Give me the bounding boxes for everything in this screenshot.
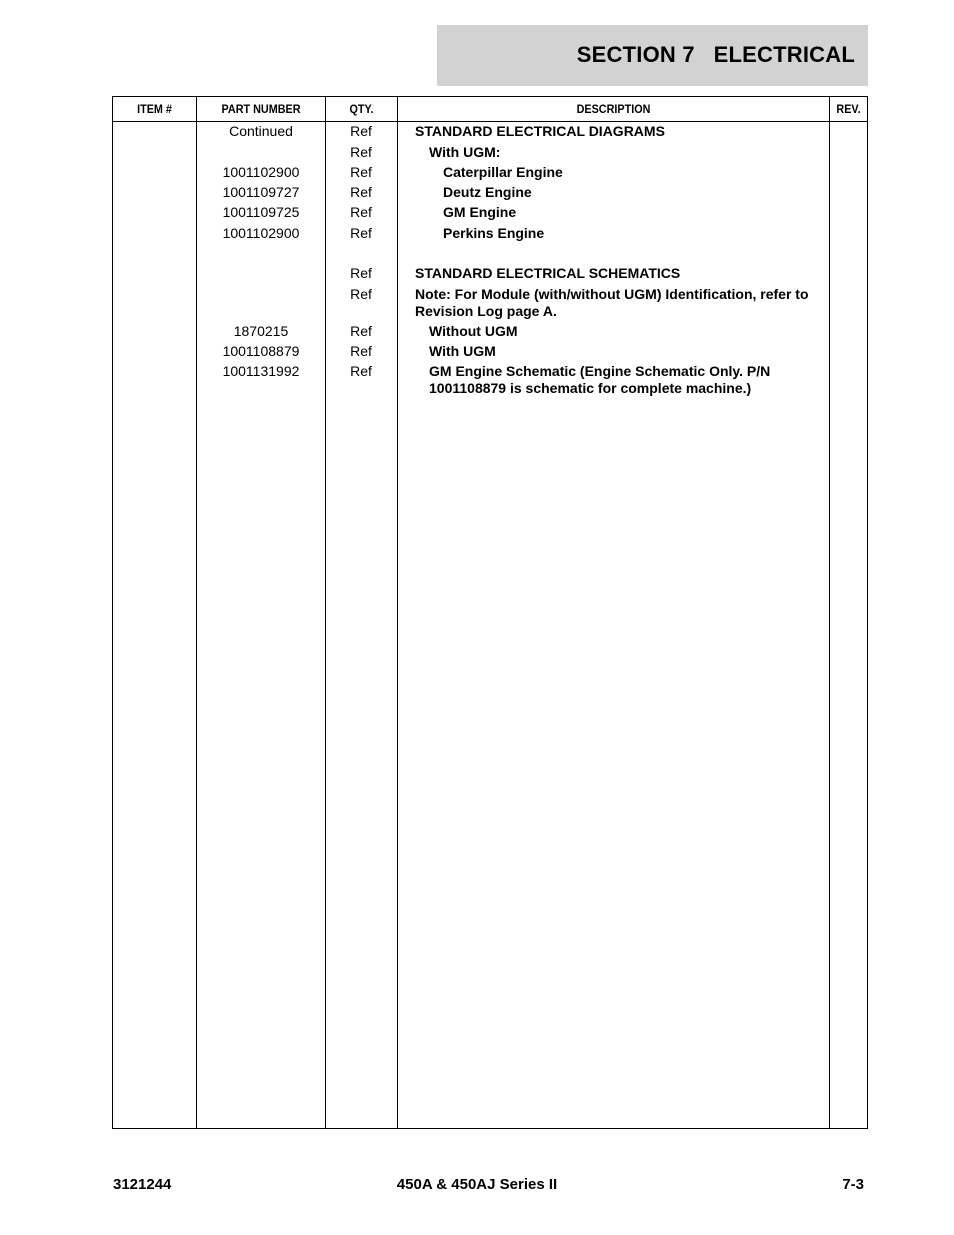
description-cell: STANDARD ELECTRICAL DIAGRAMS: [415, 123, 665, 139]
section-title: SECTION 7 ELECTRICAL: [576, 42, 855, 67]
description-cell: Caterpillar Engine: [443, 164, 563, 180]
part-number-cell: 1870215: [233, 323, 289, 339]
description-cell: Without UGM: [429, 323, 518, 339]
qty-cell: Ref: [350, 225, 372, 241]
qty-cell: Ref: [350, 164, 372, 180]
part-number-cell: 1001131992: [222, 363, 300, 379]
part-number-cell: 1001108879: [222, 343, 300, 359]
description-cell: GM Engine: [443, 204, 517, 220]
description-cell: STANDARD ELECTRICAL SCHEMATICS: [415, 265, 681, 281]
qty-cell: Ref: [350, 184, 372, 200]
qty-cell: Ref: [350, 265, 372, 281]
description-cell: With UGM:: [429, 144, 501, 160]
qty-cell: Ref: [350, 123, 372, 139]
column-header-item: ITEM #: [137, 102, 172, 116]
description-cell: Perkins Engine: [443, 225, 545, 241]
qty-cell: Ref: [350, 204, 372, 220]
column-divider: [397, 97, 398, 1128]
footer-model: 450A & 450AJ Series II: [396, 1176, 558, 1193]
qty-cell: Ref: [350, 323, 372, 339]
description-cell: Deutz Engine: [443, 184, 532, 200]
section-header: [437, 25, 868, 86]
qty-cell: Ref: [350, 144, 372, 160]
part-number-cell: Continued: [229, 123, 293, 139]
header-rule: [113, 121, 867, 122]
qty-cell: Ref: [350, 343, 372, 359]
column-header-part-number: PART NUMBER: [221, 102, 301, 116]
column-header-description: DESCRIPTION: [576, 102, 651, 116]
part-number-cell: 1001102900: [222, 164, 300, 180]
footer-doc-number: 3121244: [113, 1176, 172, 1193]
column-header-qty: QTY.: [349, 102, 374, 116]
part-number-cell: 1001102900: [222, 225, 300, 241]
description-cell: GM Engine Schematic (Engine Schematic Only. P/N 1001108879 is schematic for complete machine.): [429, 363, 771, 396]
column-divider: [829, 97, 830, 1128]
part-number-cell: 1001109727: [222, 184, 300, 200]
column-header-rev: REV.: [836, 102, 861, 116]
column-divider: [196, 97, 197, 1128]
footer-page-number: 7-3: [842, 1176, 864, 1193]
column-divider: [325, 97, 326, 1128]
qty-cell: Ref: [350, 286, 372, 302]
description-cell: Note: For Module (with/without UGM) Identification, refer to Revision Log page A.: [415, 286, 809, 319]
parts-table: [112, 96, 868, 1129]
qty-cell: Ref: [350, 363, 372, 379]
part-number-cell: 1001109725: [222, 204, 300, 220]
description-cell: With UGM: [429, 343, 496, 359]
